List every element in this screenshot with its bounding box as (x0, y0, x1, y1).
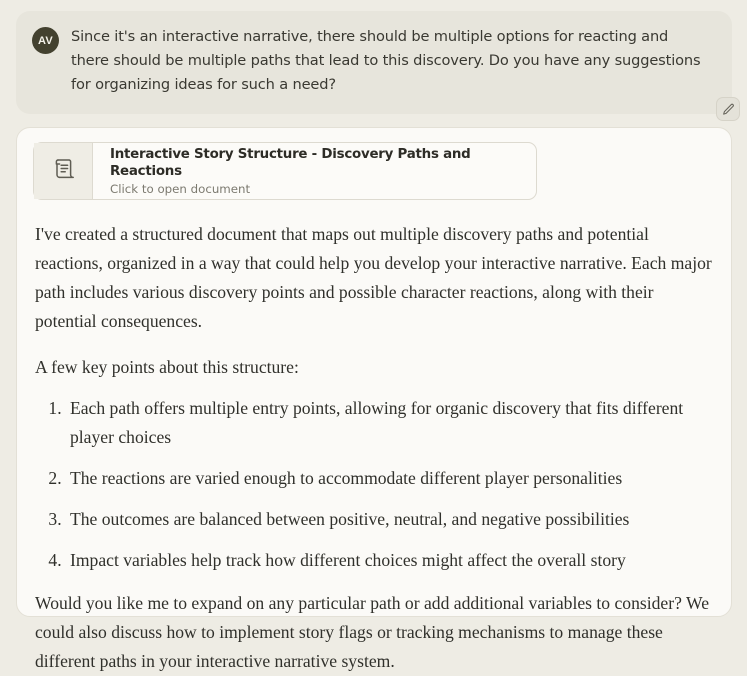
document-icon-panel (34, 143, 93, 199)
list-item: 2. The reactions are varied enough to accommodate different player personalities (66, 464, 713, 493)
list-item: 1. Each path offers multiple entry points, allowing for organic discovery that fits different player choices (66, 394, 713, 452)
document-scroll-icon (51, 157, 75, 186)
document-meta (93, 143, 536, 199)
edit-message-button[interactable] (716, 97, 740, 121)
document-attachment-card[interactable] (33, 142, 537, 200)
assistant-paragraph-3: Would you like me to expand on any particular path or add additional variables to consider? We could also discuss how to implement story flags or tracking mechanisms to manage these different paths in your interactive narrative system. (35, 593, 709, 671)
list-item: 4. Impact variables help track how different choices might affect the overall story (66, 546, 713, 575)
user-message-row (32, 25, 710, 97)
list-item: 3. The outcomes are balanced between positive, neutral, and negative possibilities (66, 505, 713, 534)
user-message-text: Since it's an interactive narrative, there should be multiple options for reacting and there should be multiple paths that lead to this discovery. Do you have any suggestions for organizing ideas for such a need? (71, 28, 701, 93)
assistant-prose (33, 220, 715, 676)
assistant-message-card (16, 127, 732, 671)
key-points-list (35, 394, 713, 575)
avatar: AV (32, 27, 59, 54)
assistant-paragraph-1: I've created a structured document that maps out multiple discovery paths and potential reactions, organized in a way that could help you develop your interactive narrative. Each major path includes various discovery points and possible character reactions, along with their potential consequences. (35, 224, 712, 331)
document-title: Interactive Story Structure - Discovery Paths and Reactions (110, 146, 471, 179)
pencil-icon (722, 103, 735, 116)
user-message-bubble (16, 11, 732, 114)
document-subtitle: Click to open document (110, 181, 251, 196)
assistant-paragraph-2: A few key points about this structure: (35, 357, 299, 377)
